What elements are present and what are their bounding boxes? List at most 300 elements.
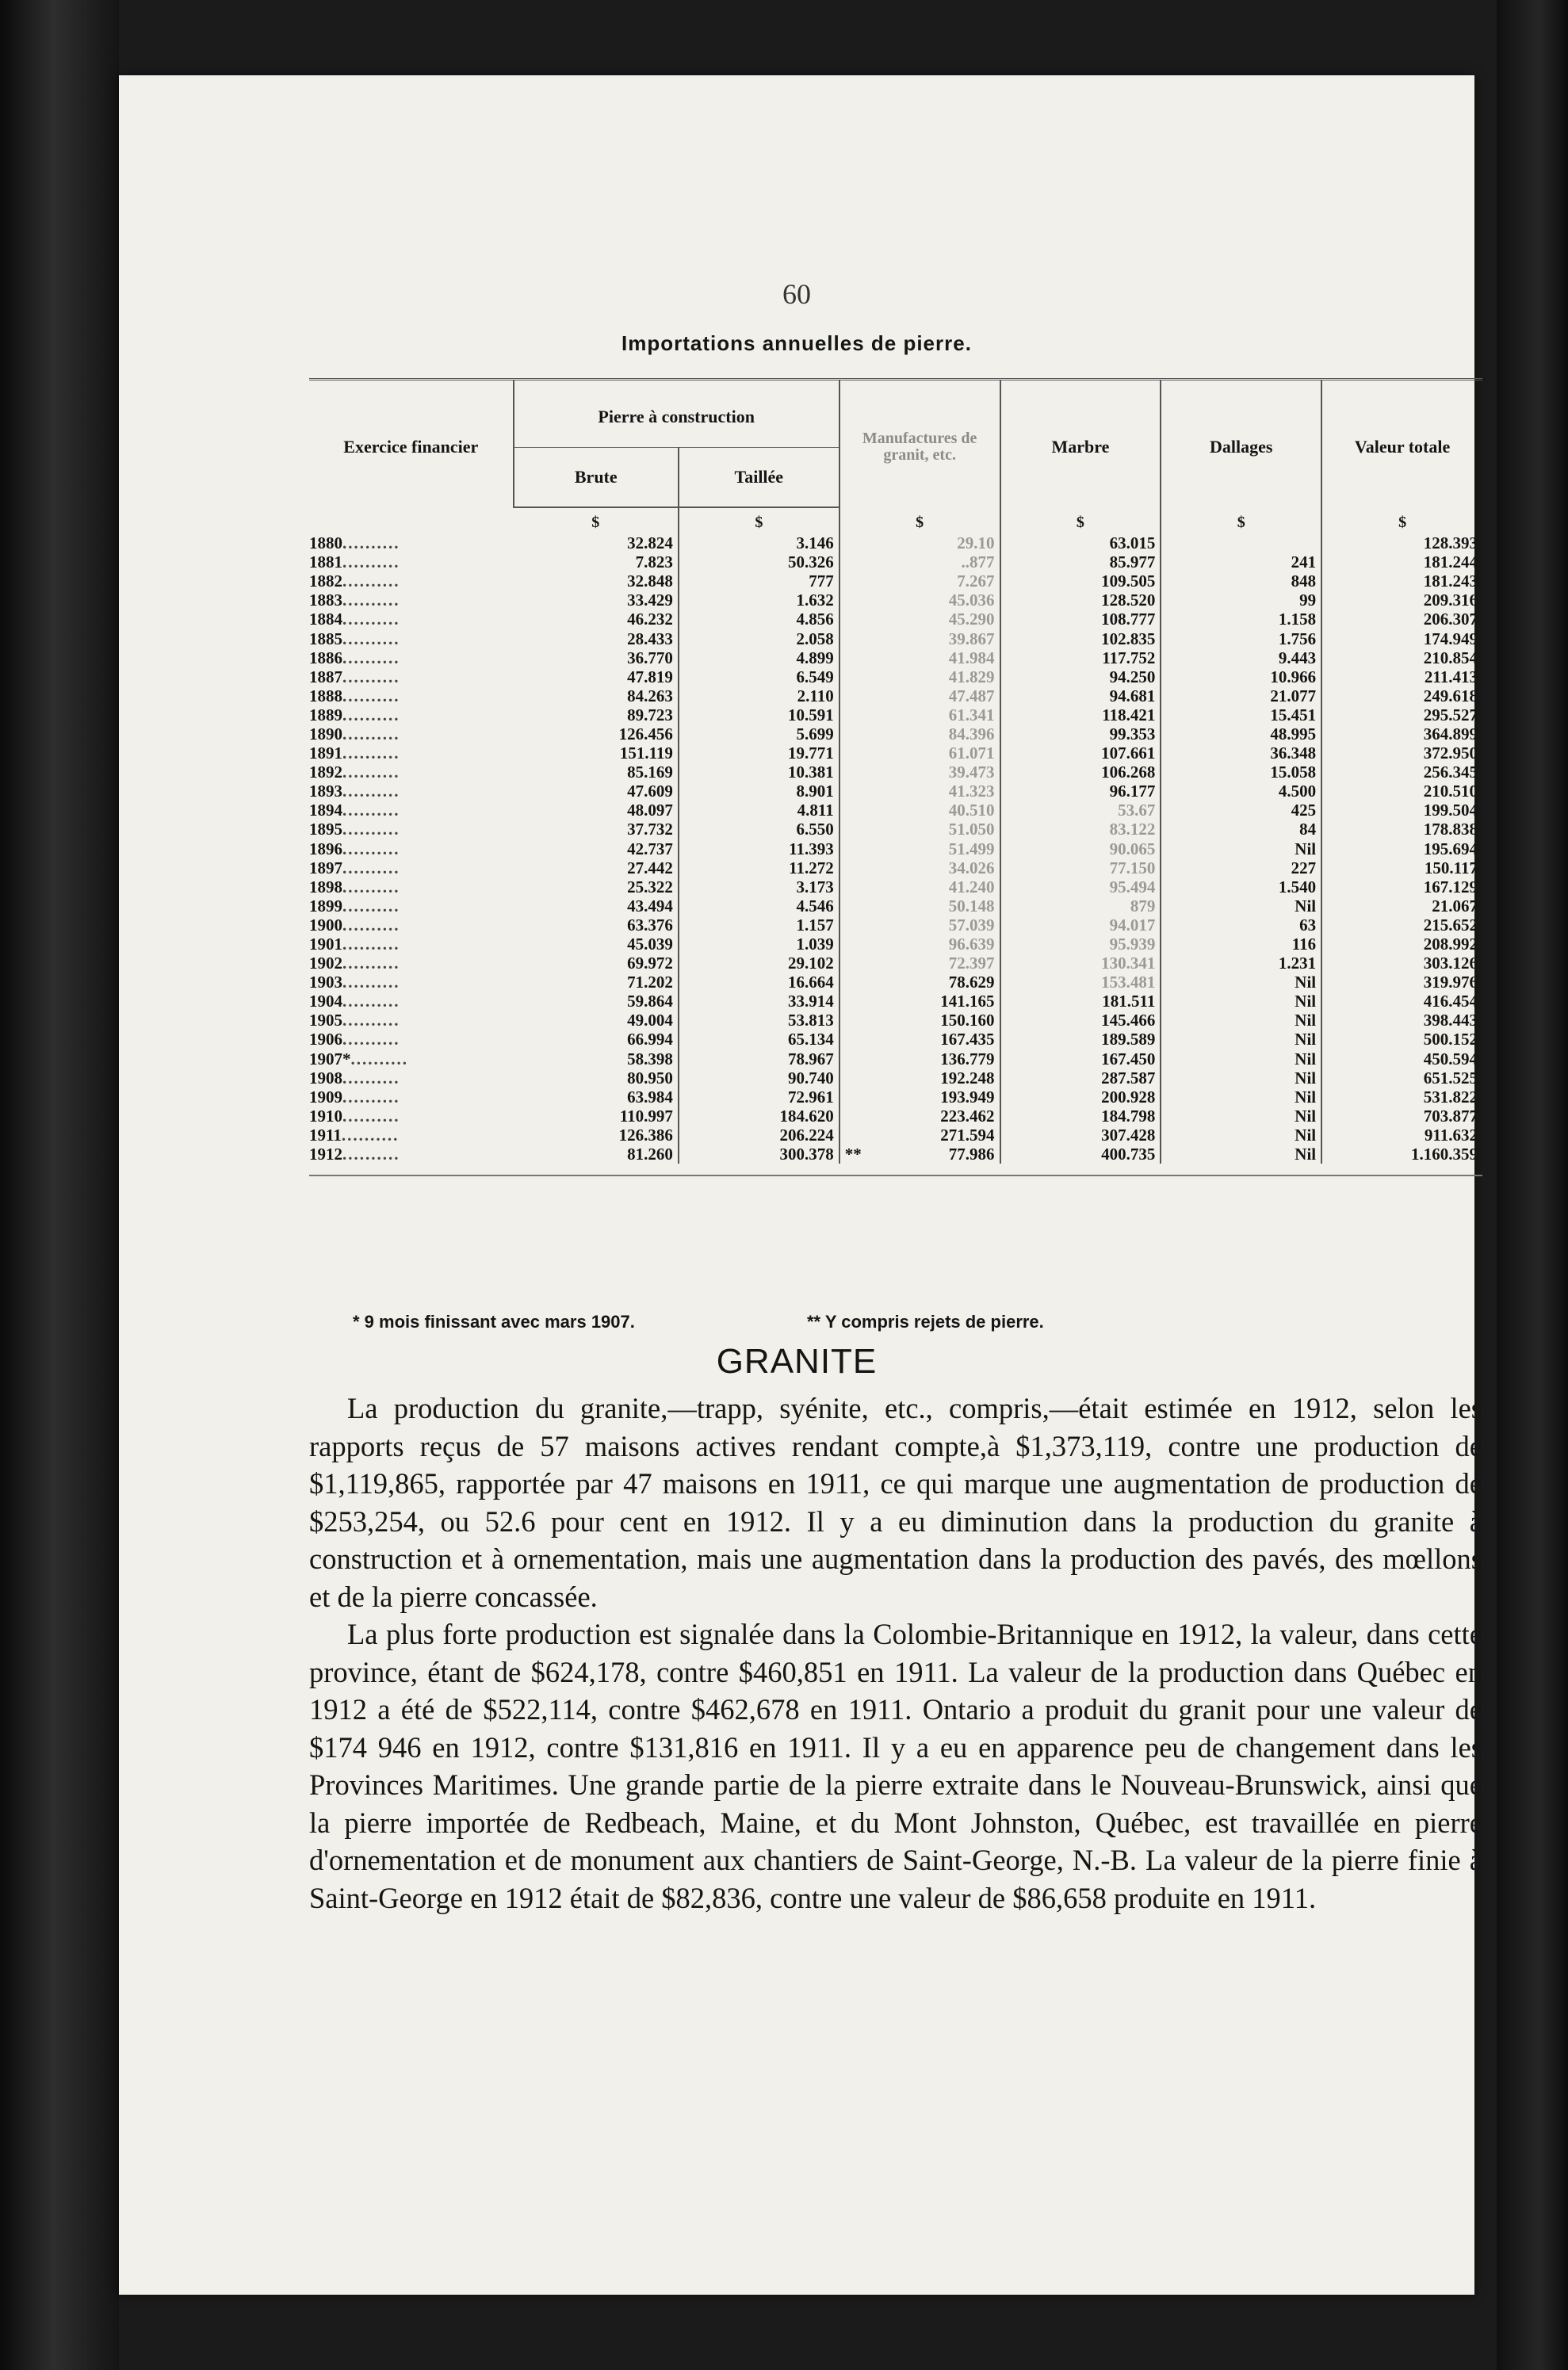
manufactures-cell: 96.639 [839, 935, 1000, 954]
year-label: 1902 [309, 954, 342, 973]
year-label: 1908 [309, 1068, 342, 1088]
total-cell: 364.899 [1321, 724, 1482, 743]
table-row [309, 896, 1482, 916]
manufactures-cell: 47.487 [839, 686, 1000, 705]
table-bottom-rule [309, 1175, 1482, 1176]
film-border-left [0, 0, 119, 2370]
imports-table [309, 380, 1482, 1164]
header-manufactures: Manufactures de granit, etc. [839, 380, 1000, 507]
brute-cell: 89.723 [627, 705, 673, 724]
total-cell: 209.316 [1321, 591, 1482, 610]
marbre-cell: 400.735 [1000, 1145, 1161, 1164]
manufactures-cell: 45.290 [839, 610, 1000, 629]
manufactures-cell: 41.829 [839, 667, 1000, 686]
marbre-cell: 879 [1000, 896, 1161, 916]
marbre-cell: 83.122 [1000, 820, 1161, 839]
taillee-cell: 11.272 [679, 858, 839, 877]
dallages-cell: Nil [1161, 992, 1321, 1011]
taillee-cell: 10.381 [679, 763, 839, 782]
year-label: 1888 [309, 686, 342, 705]
dallages-cell: Nil [1161, 1107, 1321, 1126]
paragraph: La production du granite,—trapp, syénite, etc., compris,—était estimée en 1912, selon les rapports reçus de 57 maisons actives rendant compte,à $1,373,119, contre une production de $1,119,865, rapportée par 47 maisons en 1911, ce qui marque une augmentation de production de $253,254, ou 52.6 pour cent en 1912. Il y a eu diminution dans la production du granite à construction et à ornementation, mais une augmentation dans la production des pavés, des mœllons et de la pierre concassée. [309, 1392, 1482, 1613]
total-cell: 531.822 [1321, 1088, 1482, 1107]
manufactures-cell: 57.039 [839, 916, 1000, 935]
year-cell [309, 782, 514, 801]
footnote-nine-months: * 9 mois finissant avec mars 1907. [353, 1312, 635, 1332]
taillee-cell: 3.173 [679, 877, 839, 896]
leader-dots: .......... [342, 571, 400, 591]
brute-cell: 45.039 [627, 935, 673, 954]
taillee-cell: 10.591 [679, 705, 839, 724]
dallages-cell: 9.443 [1161, 648, 1321, 667]
total-cell: 208.992 [1321, 935, 1482, 954]
manufactures-cell: 51.050 [839, 820, 1000, 839]
leader-dots: .......... [342, 858, 400, 877]
dallages-cell: 4.500 [1161, 782, 1321, 801]
manufactures-cell: 192.248 [839, 1068, 1000, 1088]
dallages-cell: 36.348 [1161, 743, 1321, 763]
marbre-cell: 53.67 [1000, 801, 1161, 820]
dallages-cell: Nil [1161, 1030, 1321, 1049]
marbre-cell: 85.977 [1000, 552, 1161, 571]
marbre-cell: 181.511 [1000, 992, 1161, 1011]
year-label: 1882 [309, 571, 342, 591]
year-label: 1885 [309, 629, 342, 648]
marbre-cell: 99.353 [1000, 724, 1161, 743]
marbre-cell: 189.589 [1000, 1030, 1161, 1049]
dallages-cell: 15.451 [1161, 705, 1321, 724]
leader-dots: .......... [342, 915, 400, 935]
table-header [309, 380, 1482, 507]
total-cell: 181.244 [1321, 552, 1482, 571]
leader-dots: .......... [342, 533, 400, 553]
manufactures-cell: 193.949 [839, 1088, 1000, 1107]
taillee-cell: 3.146 [679, 533, 839, 552]
brute-cell: 32.848 [627, 571, 673, 591]
marbre-cell: 95.494 [1000, 877, 1161, 896]
manufactures-cell: 45.036 [839, 591, 1000, 610]
year-label: 1910 [309, 1106, 342, 1126]
brute-cell: 47.819 [627, 667, 673, 686]
table-row [309, 954, 1482, 973]
dallages-cell: 99 [1161, 591, 1321, 610]
total-cell: 210.510 [1321, 782, 1482, 801]
year-cell [309, 820, 514, 839]
taillee-cell: 53.813 [679, 1011, 839, 1030]
manufactures-cell [839, 1145, 1000, 1164]
year-cell [309, 705, 514, 724]
film-border-right [1497, 0, 1568, 2370]
taillee-cell: 1.039 [679, 935, 839, 954]
brute-cell: 69.972 [627, 954, 673, 973]
year-cell [309, 743, 514, 763]
dallages-cell: Nil [1161, 839, 1321, 858]
year-cell [309, 1107, 514, 1126]
dallages-cell: 15.058 [1161, 763, 1321, 782]
manufactures-cell: 7.267 [839, 571, 1000, 591]
unit-cell: $ [591, 514, 600, 531]
table-row [309, 705, 1482, 724]
taillee-cell: 11.393 [679, 839, 839, 858]
marbre-cell: 96.177 [1000, 782, 1161, 801]
total-cell: 211.413 [1321, 667, 1482, 686]
taillee-cell: 8.901 [679, 782, 839, 801]
marbre-cell: 167.450 [1000, 1049, 1161, 1068]
table-row [309, 763, 1482, 782]
total-cell: 372.950 [1321, 743, 1482, 763]
year-cell [309, 667, 514, 686]
total-cell: 150.117 [1321, 858, 1482, 877]
brute-cell: 81.260 [627, 1145, 673, 1164]
leader-dots: .......... [342, 1087, 400, 1107]
year-label: 1887 [309, 667, 342, 686]
marbre-cell: 90.065 [1000, 839, 1161, 858]
marbre-cell: 130.341 [1000, 954, 1161, 973]
year-label: 1889 [309, 705, 342, 724]
year-cell [309, 801, 514, 820]
taillee-cell: 90.740 [679, 1068, 839, 1088]
marbre-cell: 77.150 [1000, 858, 1161, 877]
leader-dots: .......... [342, 896, 400, 916]
table-row [309, 648, 1482, 667]
leader-dots: .......... [342, 743, 400, 763]
year-cell [309, 839, 514, 858]
brute-cell: 59.864 [627, 992, 673, 1011]
manufactures-cell: 34.026 [839, 858, 1000, 877]
brute-cell: 7.823 [635, 552, 673, 572]
total-cell: 181.243 [1321, 571, 1482, 591]
total-cell: 911.632 [1321, 1126, 1482, 1145]
dallages-cell: 48.995 [1161, 724, 1321, 743]
total-cell: 303.126 [1321, 954, 1482, 973]
footnote-mark: ** [844, 1145, 862, 1164]
manufactures-cell: 271.594 [839, 1126, 1000, 1145]
header-valeur-totale: Valeur totale [1321, 380, 1482, 507]
table-row [309, 973, 1482, 992]
manufactures-cell: 84.396 [839, 724, 1000, 743]
table-row [309, 1049, 1482, 1068]
year-label: 1898 [309, 877, 342, 896]
header-brute: Brute [514, 448, 679, 508]
taillee-cell: 1.157 [679, 916, 839, 935]
leader-dots: .......... [342, 552, 400, 572]
marbre-cell: 94.017 [1000, 916, 1161, 935]
year-cell [309, 763, 514, 782]
manufactures-cell: 136.779 [839, 1049, 1000, 1068]
dallages-cell: 1.231 [1161, 954, 1321, 973]
total-cell: 319.976 [1321, 973, 1482, 992]
taillee-cell: 6.549 [679, 667, 839, 686]
taillee-cell: 184.620 [679, 1107, 839, 1126]
table-row [309, 667, 1482, 686]
year-label: 1897 [309, 858, 342, 877]
brute-cell: 110.997 [619, 1106, 673, 1126]
table-row [309, 1068, 1482, 1088]
total-cell: 1.160.359 [1321, 1145, 1482, 1164]
marbre-cell: 145.466 [1000, 1011, 1161, 1030]
taillee-cell: 72.961 [679, 1088, 839, 1107]
manufactures-cell: 223.462 [839, 1107, 1000, 1126]
dallages-cell: Nil [1161, 1145, 1321, 1164]
leader-dots: .......... [342, 992, 400, 1011]
table-body [309, 507, 1482, 1164]
year-label: 1894 [309, 801, 342, 820]
total-cell: 21.067 [1321, 896, 1482, 916]
year-cell [309, 1011, 514, 1030]
marbre-cell: 200.928 [1000, 1088, 1161, 1107]
dallages-cell: 116 [1161, 935, 1321, 954]
year-label: 1881 [309, 552, 342, 572]
dallages-cell: 1.540 [1161, 877, 1321, 896]
dallages-cell: Nil [1161, 1088, 1321, 1107]
marbre-cell: 307.428 [1000, 1126, 1161, 1145]
marbre-cell: 108.777 [1000, 610, 1161, 629]
year-cell [309, 1145, 514, 1164]
table-row [309, 686, 1482, 705]
header-taillee: Taillée [679, 448, 839, 508]
manufactures-cell: 41.323 [839, 782, 1000, 801]
brute-cell: 48.097 [627, 801, 673, 820]
dallages-cell: 1.756 [1161, 629, 1321, 648]
year-label: 1899 [309, 896, 342, 916]
table-title: Importations annuelles de pierre. [621, 331, 972, 355]
brute-cell: 63.376 [627, 915, 673, 935]
total-cell: 167.129 [1321, 877, 1482, 896]
table-row [309, 610, 1482, 629]
manufactures-cell: 61.341 [839, 705, 1000, 724]
year-cell [309, 533, 514, 552]
total-cell: 416.454 [1321, 992, 1482, 1011]
table-row [309, 533, 1482, 552]
taillee-cell: 4.899 [679, 648, 839, 667]
year-cell [309, 1088, 514, 1107]
table-row [309, 1030, 1482, 1049]
marbre-cell: 117.752 [1000, 648, 1161, 667]
page-number: 60 [782, 278, 811, 310]
section-heading: GRANITE [716, 1342, 878, 1381]
brute-cell: 46.232 [627, 610, 673, 629]
year-cell [309, 552, 514, 571]
brute-cell: 25.322 [627, 877, 673, 896]
marbre-cell: 106.268 [1000, 763, 1161, 782]
total-cell: 178.838 [1321, 820, 1482, 839]
table-row [309, 1107, 1482, 1126]
brute-cell: 47.609 [627, 782, 673, 801]
total-cell: 398.443 [1321, 1011, 1482, 1030]
manufactures-value: 77.986 [948, 1145, 995, 1164]
unit-cell: $ [679, 507, 839, 533]
manufactures-cell: 29.10 [839, 533, 1000, 552]
marbre-cell: 63.015 [1000, 533, 1161, 552]
manufactures-cell: ..877 [839, 552, 1000, 571]
table-row [309, 839, 1482, 858]
manufactures-cell: 61.071 [839, 743, 1000, 763]
brute-cell: 126.456 [618, 724, 673, 743]
total-cell: 249.618 [1321, 686, 1482, 705]
table-row [309, 629, 1482, 648]
brute-cell: 151.119 [619, 743, 673, 763]
manufactures-cell: 40.510 [839, 801, 1000, 820]
taillee-cell: 65.134 [679, 1030, 839, 1049]
year-label: 1886 [309, 648, 342, 667]
taillee-cell: 1.632 [679, 591, 839, 610]
manufactures-cell: 50.148 [839, 896, 1000, 916]
year-cell [309, 877, 514, 896]
dallages-cell: 63 [1161, 916, 1321, 935]
total-cell: 256.345 [1321, 763, 1482, 782]
taillee-cell: 33.914 [679, 992, 839, 1011]
leader-dots: .......... [342, 782, 400, 801]
table-row [309, 801, 1482, 820]
year-label: 1893 [309, 782, 342, 801]
year-cell [309, 610, 514, 629]
year-cell [309, 686, 514, 705]
year-cell [309, 973, 514, 992]
total-cell: 206.307 [1321, 610, 1482, 629]
taillee-cell: 19.771 [679, 743, 839, 763]
year-cell [309, 992, 514, 1011]
year-cell [309, 724, 514, 743]
taillee-cell: 4.546 [679, 896, 839, 916]
table-row [309, 1088, 1482, 1107]
unit-cell: $ [1000, 507, 1161, 533]
year-label: 1903 [309, 973, 342, 992]
year-cell [309, 629, 514, 648]
table-row [309, 1011, 1482, 1030]
marbre-cell: 153.481 [1000, 973, 1161, 992]
total-cell: 195.694 [1321, 839, 1482, 858]
leader-dots: .......... [342, 629, 400, 648]
table-row [309, 571, 1482, 591]
dallages-cell: 241 [1161, 552, 1321, 571]
leader-dots: .......... [342, 1011, 400, 1030]
header-pierre-construction: Pierre à construction [514, 380, 839, 448]
header-dallages: Dallages [1161, 380, 1321, 507]
manufactures-cell: 39.473 [839, 763, 1000, 782]
unit-cell: $ [839, 507, 1000, 533]
dallages-cell: 1.158 [1161, 610, 1321, 629]
brute-cell: 126.386 [618, 1125, 673, 1145]
year-label: 1880 [309, 533, 342, 553]
table-row [309, 935, 1482, 954]
year-label: 1891 [309, 743, 342, 763]
year-label: 1909 [309, 1087, 342, 1107]
manufactures-cell: 41.984 [839, 648, 1000, 667]
year-cell [309, 571, 514, 591]
marbre-cell: 94.250 [1000, 667, 1161, 686]
dallages-cell: Nil [1161, 973, 1321, 992]
leader-dots: .......... [342, 1145, 400, 1164]
marbre-cell: 94.681 [1000, 686, 1161, 705]
taillee-cell: 5.699 [679, 724, 839, 743]
brute-cell: 33.429 [627, 591, 673, 610]
total-cell: 215.652 [1321, 916, 1482, 935]
brute-cell: 84.263 [627, 686, 673, 705]
leader-dots: .......... [342, 839, 400, 858]
manufactures-cell: 167.435 [839, 1030, 1000, 1049]
brute-cell: 63.984 [627, 1087, 673, 1107]
taillee-cell: 50.326 [679, 552, 839, 571]
manufactures-cell: 78.629 [839, 973, 1000, 992]
year-label: 1912 [309, 1145, 342, 1164]
unit-cell [309, 507, 514, 533]
table-row [309, 992, 1482, 1011]
units-row [309, 507, 1482, 533]
taillee-cell: 2.110 [679, 686, 839, 705]
taillee-cell: 777 [679, 571, 839, 591]
taillee-cell: 4.811 [679, 801, 839, 820]
table-row [309, 724, 1482, 743]
table-row [309, 916, 1482, 935]
year-cell [309, 1068, 514, 1088]
leader-dots: .......... [342, 1068, 400, 1088]
brute-cell: 58.398 [627, 1049, 673, 1068]
total-cell: 651.525 [1321, 1068, 1482, 1088]
year-label: 1896 [309, 839, 342, 858]
year-label: 1892 [309, 763, 342, 782]
table-row [309, 820, 1482, 839]
year-cell [309, 1049, 514, 1068]
taillee-cell: 4.856 [679, 610, 839, 629]
brute-cell: 66.994 [627, 1030, 673, 1049]
year-label: 1900 [309, 915, 342, 935]
header-exercice: Exercice financier [343, 436, 479, 457]
leader-dots: .......... [341, 1125, 400, 1145]
year-cell [309, 916, 514, 935]
total-cell: 450.594 [1321, 1049, 1482, 1068]
leader-dots: .......... [342, 763, 400, 782]
year-label: 1895 [309, 820, 342, 839]
year-cell [309, 648, 514, 667]
table-row [309, 743, 1482, 763]
total-cell: 295.527 [1321, 705, 1482, 724]
dallages-cell: 227 [1161, 858, 1321, 877]
taillee-cell: 2.058 [679, 629, 839, 648]
body-text [309, 1390, 1482, 1917]
table-row [309, 858, 1482, 877]
footnote-rejets: ** Y compris rejets de pierre. [807, 1312, 1044, 1332]
brute-cell: 85.169 [627, 763, 673, 782]
year-label: 1906 [309, 1030, 342, 1049]
year-cell [309, 591, 514, 610]
dallages-cell: Nil [1161, 1126, 1321, 1145]
marbre-cell: 118.421 [1000, 705, 1161, 724]
manufactures-cell: 141.165 [839, 992, 1000, 1011]
year-cell [309, 935, 514, 954]
year-cell [309, 1126, 514, 1145]
year-label: 1883 [309, 591, 342, 610]
brute-cell: 43.494 [627, 896, 673, 916]
table-row [309, 552, 1482, 571]
total-cell: 199.504 [1321, 801, 1482, 820]
dallages-cell: 848 [1161, 571, 1321, 591]
leader-dots: .......... [342, 1030, 400, 1049]
year-cell [309, 858, 514, 877]
leader-dots: .......... [342, 1106, 400, 1126]
dallages-cell: Nil [1161, 1049, 1321, 1068]
marbre-cell: 184.798 [1000, 1107, 1161, 1126]
leader-dots: .......... [342, 954, 400, 973]
year-label: 1905 [309, 1011, 342, 1030]
taillee-cell: 300.378 [679, 1145, 839, 1164]
dallages-cell: Nil [1161, 1068, 1321, 1088]
dallages-cell: 10.966 [1161, 667, 1321, 686]
marbre-cell: 102.835 [1000, 629, 1161, 648]
dallages-cell [1161, 533, 1321, 552]
table-row [309, 1126, 1482, 1145]
brute-cell: 37.732 [627, 820, 673, 839]
year-label: 1890 [309, 724, 342, 743]
